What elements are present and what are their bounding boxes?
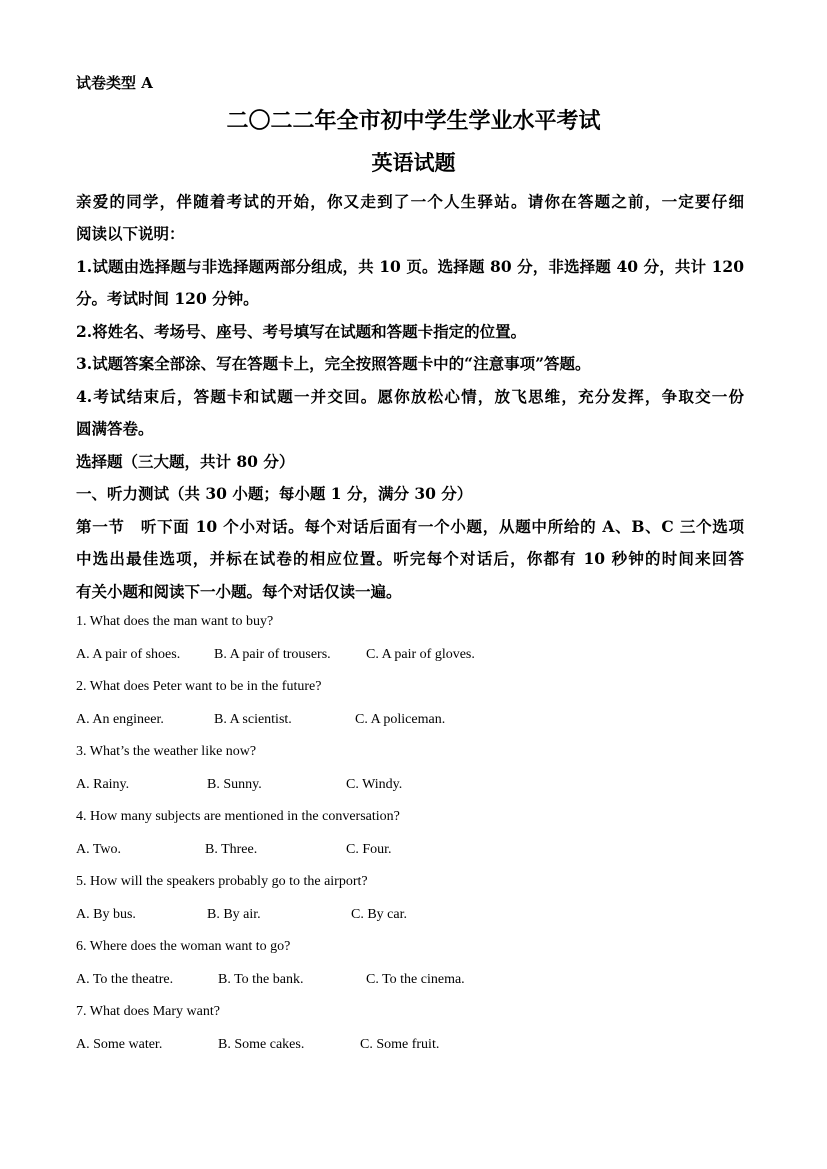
q3-option-c: C. Windy. — [346, 777, 403, 792]
question-7: 7. What does Mary want? — [76, 1004, 220, 1019]
note-1-line-1: 1.试题由选择题与非选择题两部分组成，共 10 页。选择题 80 分，非选择题 40 分，共计 120 — [76, 257, 744, 276]
section-heading: 选择题（三大题，共计 80 分） — [76, 452, 295, 471]
note-2: 2.将姓名、考场号、座号、考号填写在试题和答题卡指定的位置。 — [76, 322, 527, 341]
note-4-line-1: 4.考试结束后，答题卡和试题一并交回。愿你放松心情，放飞思维，充分发挥，争取交一份 — [76, 387, 744, 406]
q1-option-a: A. A pair of shoes. — [76, 647, 181, 662]
question-6: 6. Where does the woman want to go? — [76, 939, 291, 954]
question-3: 3. What’s the weather like now? — [76, 744, 257, 759]
question-4: 4. How many subjects are mentioned in the conversation? — [76, 809, 400, 824]
part-1-heading: 一、听力测试（共 30 小题；每小题 1 分，满分 30 分） — [76, 484, 473, 503]
q6-option-c: C. To the cinema. — [366, 972, 465, 987]
q4-option-c: C. Four. — [346, 842, 392, 857]
question-2: 2. What does Peter want to be in the future? — [76, 679, 322, 694]
q2-option-a: A. An engineer. — [76, 712, 164, 727]
exam-title: 二〇二二年全市初中学生学业水平考试 — [226, 108, 601, 134]
q7-option-a: A. Some water. — [76, 1037, 163, 1052]
q5-option-b: B. By air. — [207, 907, 261, 922]
note-1-line-2: 分。考试时间 120 分钟。 — [76, 289, 259, 308]
question-5: 5. How will the speakers probably go to the airport? — [76, 874, 368, 889]
q1-option-b: B. A pair of trousers. — [214, 647, 331, 662]
q4-option-b: B. Three. — [205, 842, 258, 857]
exam-subtitle: 英语试题 — [371, 150, 456, 175]
q2-option-b: B. A scientist. — [214, 712, 292, 727]
q7-option-b: B. Some cakes. — [218, 1037, 305, 1052]
q3-option-a: A. Rainy. — [76, 777, 130, 792]
instruction-line-1: 第一节 听下面 10 个小对话。每个对话后面有一个小题，从题中所给的 A、B、C 三个选项 — [76, 517, 744, 536]
q6-option-a: A. To the theatre. — [76, 972, 174, 987]
q1-option-c: C. A pair of gloves. — [366, 647, 475, 662]
q2-option-c: C. A policeman. — [355, 712, 446, 727]
instruction-line-3: 有关小题和阅读下一小题。每个对话仅读一遍。 — [76, 582, 402, 601]
note-3: 3.试题答案全部涂、写在答题卡上，完全按照答题卡中的“注意事项”答题。 — [76, 354, 591, 373]
intro-line-1: 亲爱的同学，伴随着考试的开始，你又走到了一个人生驿站。请你在答题之前，一定要仔细 — [76, 192, 744, 211]
question-1: 1. What does the man want to buy? — [76, 614, 274, 629]
q5-option-c: C. By car. — [351, 907, 407, 922]
paper-type: 试卷类型 A — [76, 74, 153, 92]
q5-option-a: A. By bus. — [76, 907, 136, 922]
q3-option-b: B. Sunny. — [207, 777, 262, 792]
q6-option-b: B. To the bank. — [218, 972, 304, 987]
q7-option-c: C. Some fruit. — [360, 1037, 440, 1052]
intro-line-2: 阅读以下说明： — [76, 224, 185, 243]
note-4-line-2: 圆满答卷。 — [76, 419, 154, 438]
q4-option-a: A. Two. — [76, 842, 122, 857]
instruction-line-2: 中选出最佳选项，并标在试卷的相应位置。听完每个对话后，你都有 10 秒钟的时间来回答 — [76, 549, 744, 568]
